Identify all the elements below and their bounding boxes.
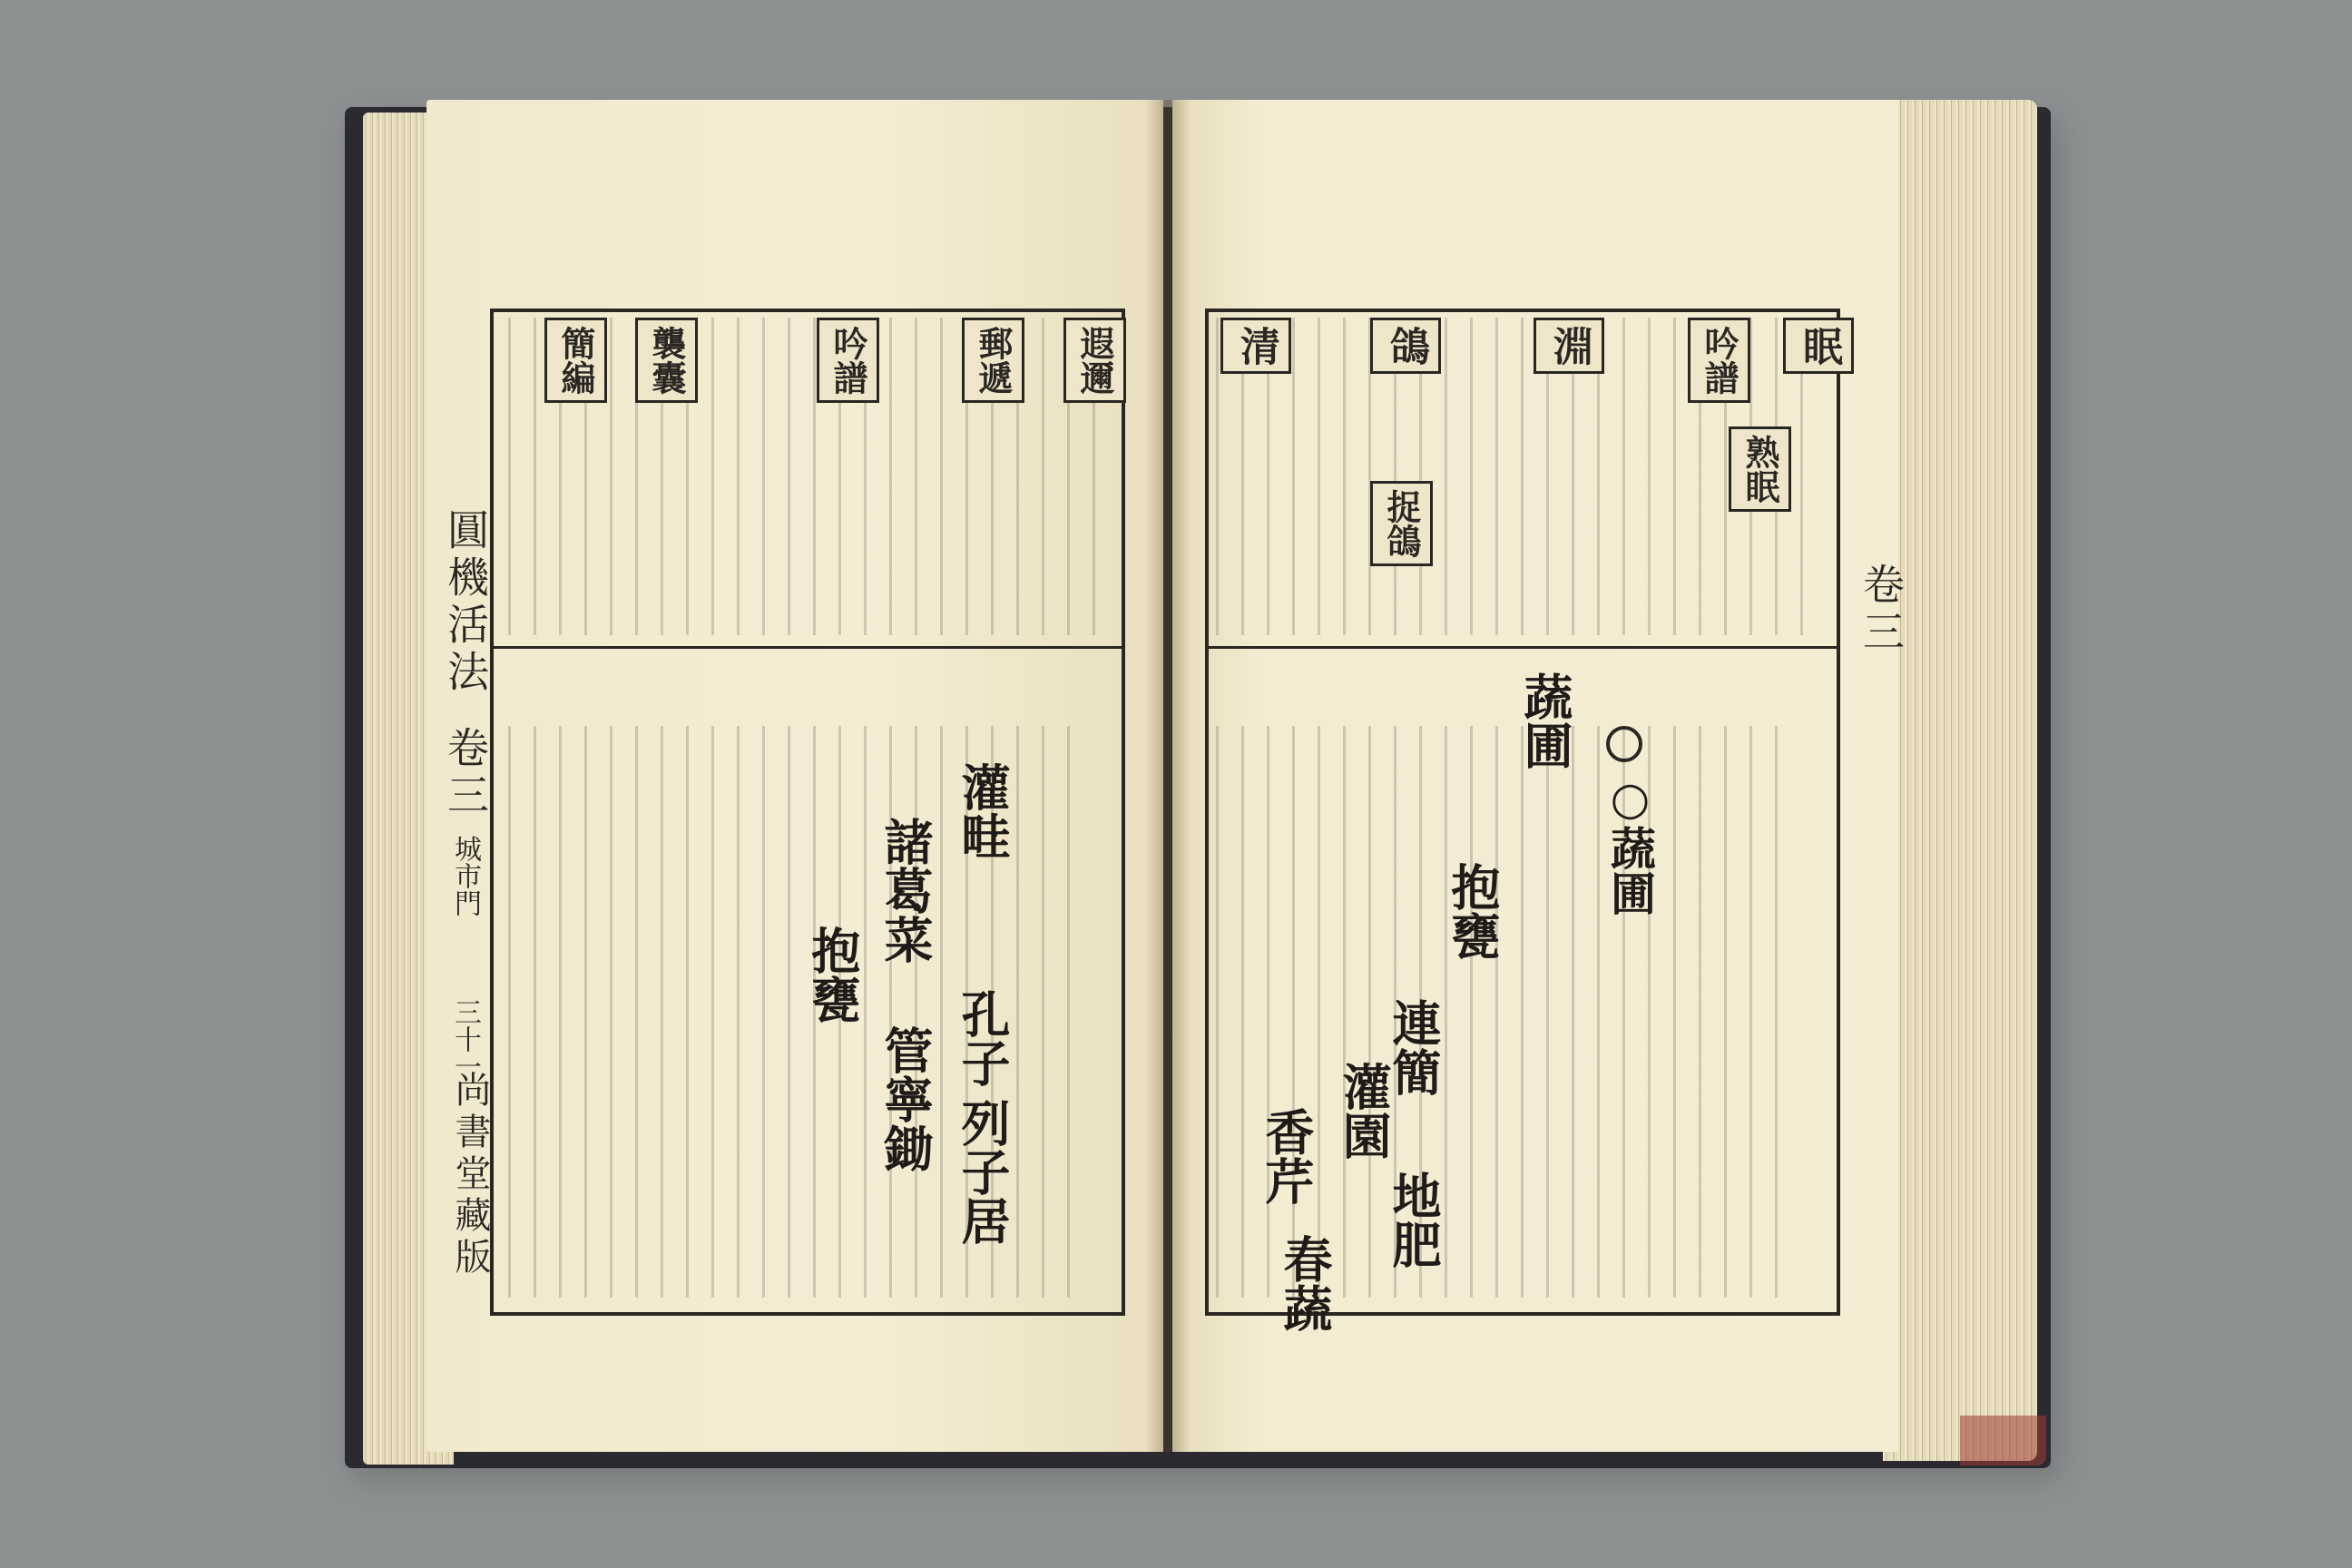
right-upper-label-4: 淵 bbox=[1534, 318, 1604, 374]
publisher-imprint: 尚書堂藏版 bbox=[449, 1071, 491, 1279]
left-margin-section: 城市門 bbox=[449, 835, 481, 916]
left-margin-volume: 卷三 bbox=[441, 726, 490, 820]
left-heading-5: 諸葛菜 bbox=[877, 817, 935, 964]
right-heading-6: 香芹 bbox=[1258, 1107, 1316, 1205]
left-margin-folio: 三十一 bbox=[449, 998, 481, 1080]
right-lower-text-block bbox=[1216, 726, 1797, 1298]
left-heading-3: 列子居 bbox=[954, 1098, 1012, 1245]
left-upper-label-2: 郵遞 bbox=[962, 318, 1024, 403]
left-upper-label-4: 襲囊 bbox=[635, 318, 698, 403]
section-heading: ○蔬圃 bbox=[1603, 771, 1657, 916]
left-upper-label-3: 吟譜 bbox=[817, 318, 879, 403]
right-upper-label-3: 吟譜 bbox=[1688, 318, 1750, 403]
right-heading-4: 連簡 bbox=[1385, 998, 1443, 1096]
right-upper-label-2: 熟眠 bbox=[1729, 426, 1791, 512]
right-heading-7: 春蔬 bbox=[1276, 1234, 1334, 1332]
left-heading-2: 孔子 bbox=[954, 989, 1012, 1087]
right-margin-volume: 卷三 bbox=[1857, 563, 1906, 657]
left-heading-1: 灌畦 bbox=[954, 762, 1012, 860]
right-heading-1: 蔬圃 bbox=[1516, 671, 1574, 769]
right-divider bbox=[1205, 646, 1840, 649]
right-upper-label-5: 鴿 bbox=[1370, 318, 1441, 374]
right-upper-label-7: 清 bbox=[1220, 318, 1291, 374]
left-margin-title: 圓機活法 bbox=[441, 508, 490, 697]
left-heading-4: 抱甕 bbox=[804, 926, 862, 1024]
right-heading-3: 灌園 bbox=[1335, 1062, 1393, 1160]
left-heading-6: 管寧鋤 bbox=[877, 1025, 935, 1172]
right-upper-label-1: 眠 bbox=[1783, 318, 1854, 374]
left-upper-label-5: 簡編 bbox=[544, 318, 607, 403]
left-divider bbox=[490, 646, 1125, 649]
right-heading-2: 抱甕 bbox=[1444, 862, 1502, 960]
book-gutter bbox=[1145, 100, 1191, 1452]
red-edge-stain bbox=[1960, 1416, 2046, 1465]
right-upper-label-6: 捉鴿 bbox=[1370, 481, 1433, 566]
right-page-edges bbox=[1883, 100, 2037, 1461]
section-circle-mark bbox=[1606, 726, 1642, 762]
left-upper-label-1: 遐邇 bbox=[1063, 318, 1126, 403]
right-heading-5: 地肥 bbox=[1385, 1171, 1443, 1269]
